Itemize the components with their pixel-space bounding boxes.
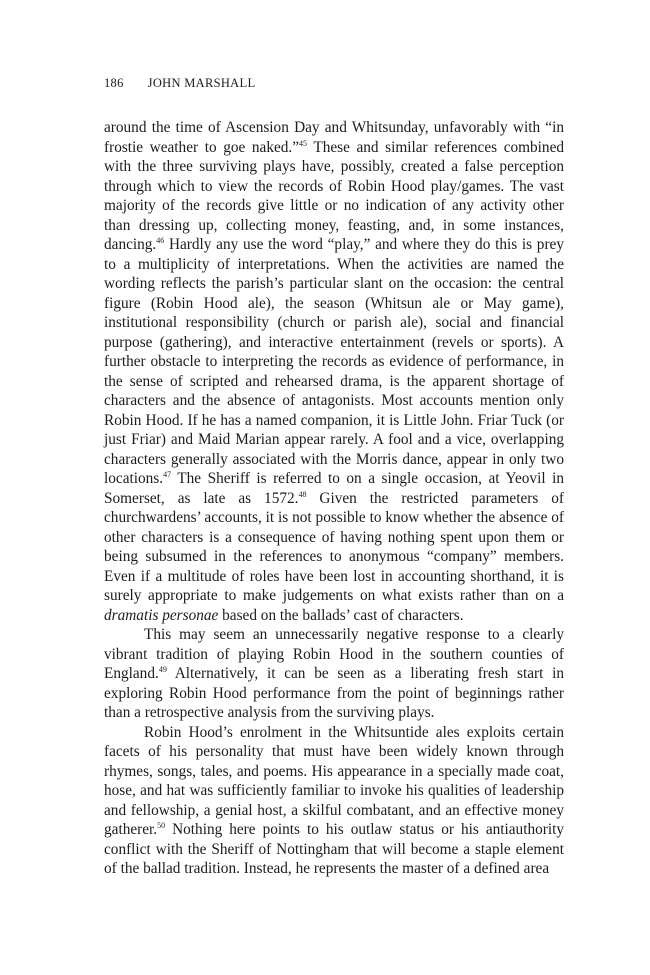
- text-run: around the time of Ascension Day and Whitsunday, unfavorably with “in frostie weather to goe naked.”: [104, 119, 564, 156]
- paragraph: [104, 723, 564, 879]
- text-run: The Sheriff is referred to on a single occasion, at Yeovil in Somerset, as late as 1572.: [104, 470, 564, 507]
- text-run: Hardly any use the word “play,” and where they do this is prey to a multiplicity of interpretations. When the activities are named the wording reflects the parish’s particular slant on the occasion: the central figure (Robin Hood ale), the season (Whitsun ale or May game), institutional responsibility (church or parish ale), social and financial purpose (gathering), and interactive entertainment (revels or sports). A further obstacle to interpreting the records as evidence of performance, in the sense of scripted and rehearsed drama, is the apparent shortage of characters and the absence of antagonists. Most accounts mention only Robin Hood. If he has a named companion, it is Little John. Friar Tuck (or just Friar) and Maid Marian appear rarely. A fool and a vice, overlapping characters generally associated with the Morris dance, appear in only two locations.: [104, 236, 564, 487]
- page-number: 186: [104, 76, 124, 90]
- text-run: Robin Hood’s enrolment in the Whitsuntide ales exploits certain facets of his personality that must have been widely known through rhymes, songs, tales, and poems. His appearance in a specially made coat, hose, and hat was sufficiently familiar to invoke his qualities of leadership and fellowship, a genial host, a skilful combatant, and an effective money gatherer.: [104, 723, 564, 838]
- text-run: based on the ballads’ cast of characters.: [218, 606, 464, 624]
- footnote-marker: 46: [156, 236, 165, 245]
- footnote-marker: 48: [298, 489, 307, 499]
- body-text: [104, 118, 564, 879]
- text-run: These and similar references combined with the three surviving plays have, possibly, created a false perception through which to view the records of Robin Hood play/games. The vast majority of the records give little or no indication of any activity other than dressing up, collecting money, feasting, and, in some instances, dancing.: [104, 138, 565, 253]
- running-head: JOHN MARSHALL: [147, 76, 256, 90]
- running-header: [104, 76, 255, 91]
- text-run: Nothing here points to his outlaw status or his antiauthority conflict with the Sheriff of Nottingham that will become a staple element of the ballad tradition. Instead, he represents the master of a defined area: [104, 821, 564, 877]
- italic-text: dramatis personae: [104, 606, 219, 624]
- paragraph: [104, 625, 564, 723]
- paragraph: [104, 118, 564, 625]
- footnote-marker: 47: [163, 470, 172, 479]
- footnote-marker: 49: [158, 665, 167, 674]
- footnote-marker: 50: [157, 821, 166, 830]
- footnote-marker: 45: [299, 138, 308, 148]
- text-run: This may seem an unnecessarily negative response to a clearly vibrant tradition of playing Robin Hood in the southern counties of England.: [104, 626, 564, 682]
- text-run: Given the restricted parameters of churchwardens’ accounts, it is not possible to know whether the absence of other characters is a consequence of having nothing spent upon them or being subsumed in the references to anonymous “company” members. Even if a multitude of roles have been lost in accounting shorthand, it is surely appropriate to make judgements on what exists rather than on a: [104, 489, 564, 604]
- text-run: Alternatively, it can be seen as a liberating fresh start in exploring Robin Hood performance from the point of beginnings rather than a retrospective analysis from the surviving plays.: [104, 665, 564, 721]
